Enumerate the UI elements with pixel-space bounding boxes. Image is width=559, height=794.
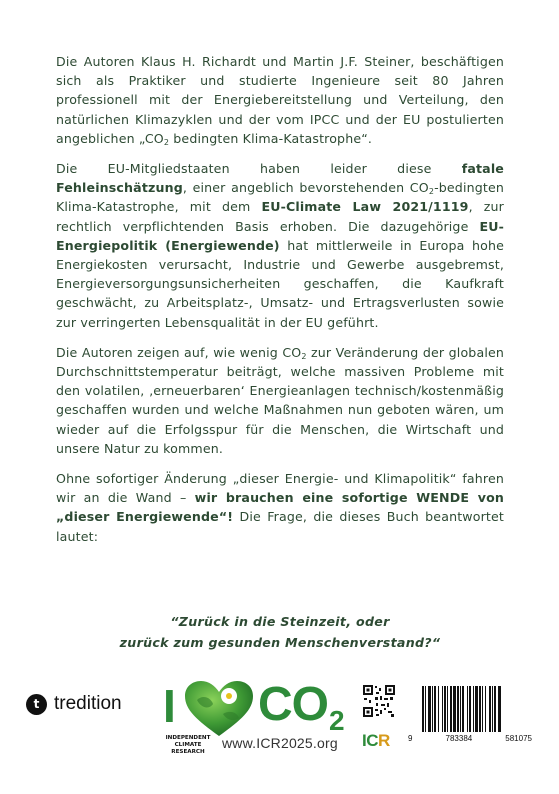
quote-line-1: “Zurück in die Steinzeit, oder <box>170 614 390 629</box>
paragraph-authors-show: Die Autoren zeigen auf, wie wenig $CO_2$ zur Veränderung der globalen Durchschnittstemperatur beiträgt, welche massiven Probleme mit den volatilen, ‚erneuerbaren‘ Energieanlagen technisch/kostenmäßig geschaffen wurden und welche Maßnahmen nun geboten wären, um wieder auf die Erfolgsspur für die Menschen, die Wirtschaft und unsere Natur zu kommen. <box>56 344 504 456</box>
barcode-bar <box>442 686 443 732</box>
barcode-bar <box>469 686 471 732</box>
quote-line-2: zurück zum gesunden Menschenverstand?“ <box>119 635 441 650</box>
paragraph-eu-policy: Die EU-Mitgliedstaaten haben leider diese fatale Fehleinschätzung, einer angeblich bevorstehenden $CO_2$-bedingten Klima-Katastrophe, mit dem EU-Climate Law 2021/1119, zur rechtlich verpflichtenden Basis erhoben. Die dazugehörige EU-Energiepolitik (Energiewende) hat mittlerweile in Europa hohe Energiekosten verursacht, Industrie und Gewerbe ausgebremst, Energieversorgungsunsicherheiten geschaffen, die Kaufkraft geschwächt, zu Arbeitsplatz-, Umsatz- und Ertragsverlusten sowie zur verringerten Lebensqualität in der EU geführt. <box>56 161 505 330</box>
barcode-bar <box>444 686 446 732</box>
isbn-barcode <box>420 686 530 736</box>
barcode-bar <box>475 686 478 732</box>
barcode-bar <box>473 686 474 732</box>
icr-badge: ICR <box>362 731 390 750</box>
co2-wordmark: $CO_2$ <box>258 678 344 736</box>
publisher-name: tredition <box>54 693 122 714</box>
paragraph-authors: Die Autoren Klaus H. Richardt und Martin J.F. Steiner, beschäftigen sich als Praktiker und studierte Ingenieure seit 80 Jahren professionell mit der Energiebereitstellung und Verteilung, den natürlichen Klimazyklen und der vom IPCC und der EU postulierten angeblichen $„CO_2$ bedingten Klima-Katastrophe“. <box>56 54 504 147</box>
paragraph-call-to-action: Ohne sofortiger Änderung „dieser Energie- und Klimapolitik“ fahren wir an die Wand – wir brauchen eine sofortige WENDE von „dieser Energiewende“! Die Frage, die dieses Buch beantwortet lautet: <box>56 471 504 544</box>
barcode-bar <box>479 686 481 732</box>
barcode-bar <box>489 686 491 732</box>
barcode-bar <box>460 686 461 732</box>
barcode-bar <box>422 686 424 732</box>
barcode-bar <box>438 686 439 732</box>
barcode-bar <box>498 686 501 732</box>
icr-website: www.ICR2025.org <box>222 735 338 751</box>
publisher-logo <box>26 693 122 715</box>
barcode-bar <box>434 686 436 732</box>
key-question-quote <box>56 611 504 653</box>
qr-code-icon <box>362 684 396 718</box>
barcode-bar <box>492 686 493 732</box>
barcode-bar <box>453 686 456 732</box>
icr-logo <box>160 674 360 760</box>
barcode-bar <box>485 686 486 732</box>
heart-earth-icon <box>183 680 255 738</box>
barcode-bar <box>428 686 431 732</box>
barcode-bar <box>450 686 452 732</box>
tredition-mark-icon: t <box>26 694 47 715</box>
barcode-bar <box>425 686 426 732</box>
barcode-bar <box>482 686 483 732</box>
back-cover-blurb <box>56 52 504 557</box>
barcode-bar <box>447 686 448 732</box>
barcode-bar <box>462 686 464 732</box>
barcode-bar <box>457 686 459 732</box>
logo-letter-i: I <box>163 680 176 732</box>
barcode-bar <box>494 686 496 732</box>
barcode-bar <box>467 686 468 732</box>
barcode-bar <box>432 686 433 732</box>
isbn-digits: 9 783384 581075 <box>408 734 532 743</box>
icr-tagline: INDEPENDENT CLIMATE RESEARCH <box>165 735 211 755</box>
